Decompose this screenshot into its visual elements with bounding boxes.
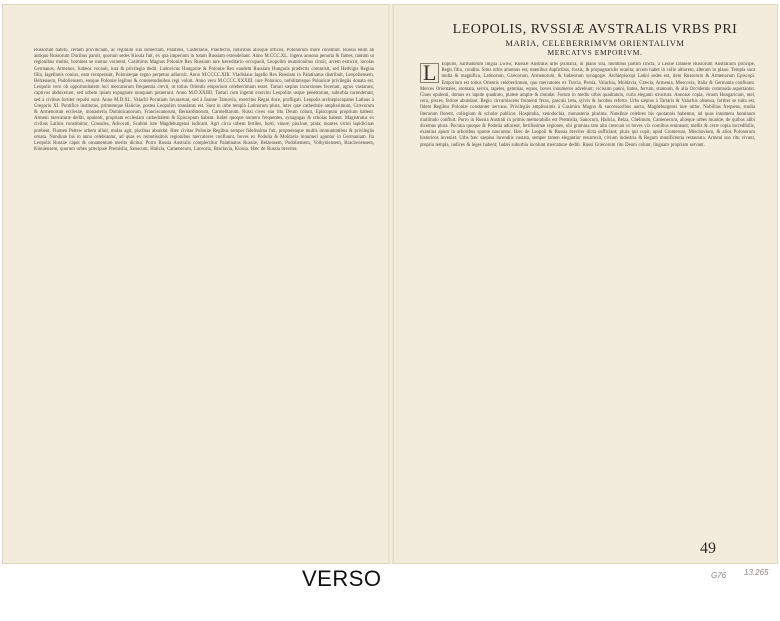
center-fold [388, 4, 394, 564]
pencil-note-1: G76 [711, 571, 727, 580]
right-page-body-text: Eopolis, Sarmatorum lingua Lwow, Russiæ Australis urbs primaria, in plano sita, montibus partim cincta, à Leone Daniele Russorum Australium principe, Regis filio, condita. Situs urbis amœnus est, mœnibus duplicibus, fossis, & propugnaculis munita; arcem habet in colle altiorem, alteram in plano. Templa sunt multa & magnifica, Latinorum, Græcorum, Armenorum, & Iudæorum synagogæ. Archiepiscopi Latini sedes est, item Russorum & Armenorum Episcopi. Emporium est totius Orientis celeberrimum, quo mercatores ex Turcia, Persia, Valachia, Moldavia, Græcia, Armenia, Moscovia, Italia & Germania confluunt. Merces Orientales, aromata, serica, tapetes, gemmas, equos, boves innumeros advehunt; vicissim panni, lintea, ferrum, stannum, & alia Occidentis commoda asportantur. Ciues opulenti, domus ex lapide quadrato, plateæ amplæ & mundæ. Forum in medio urbis quadratum, curia eleganti structura. Annonæ copia, vinum Hungaricum, mel, cera, pisces, ferinæ abundant. Regio circumiacens frumenti ferax, pascuis læta, sylvis & lacubus referta. Urbs sæpius à Tartaris & Valachis obsessa, fortiter se tuita est, fidem Regibus Poloniæ constanter servans. Privilegiis amplissimis à Casimiro Magno & successoribus aucta, Magdeburgensi iure utitur. Nobilitas frequens, studia literarum florent, collegium & scholæ publicæ. Hospitalia, xenodochia, monasteria plurima. Nundinæ celebres bis quotannis habentur, ad quas innumera hominum multitudo confluit. Porro in Russia Australi in primis memorabilis est Premislia, Sanocum, Halicia, Belza, Chelmum, Camenecum, aliæque urbes munitæ, de quibus alibi dicemus plura. Pocutia quoque & Podolia adiacent, fertilissimæ regiones, ubi gramina tam alta crescunt ut boves vix cornibus emineant; mellis & ceræ copia incredibilis, examina apum in arboribus sponte nascuntur. Hæc de Leopoli & Russia breviter dicta sufficiant; plura qui cupit, apud Cromerum, Miechovium, & alios Polonorum historicos inveniet. Urbs hæc saepius incendiis vastata, semper tamen elegantior resurrexit, civium industria & Regum munificentia restaurata. Armeni suo ritu vivunt, propria templa, iudices & leges habent; Iudæi suburbia incolunt mercaturæ dediti. Russi Græcorum ritu Deum colunt, linguam propriam servant. [420, 62, 755, 148]
title-line-3: MERCATVS EMPORIVM. [547, 48, 643, 57]
drop-cap-initial: L [420, 63, 439, 83]
page-number: 49 [700, 540, 716, 557]
verso-label: VERSO [302, 566, 382, 591]
right-page-body [420, 62, 755, 149]
right-page-title [430, 22, 760, 57]
right-text-column [420, 62, 755, 538]
title-line-2: MARIA, CELEBERRIMVM ORIENTALIVM [505, 38, 685, 48]
left-page-body: Russorum habitu, certam provinciam, ac regimini suo subiectam, Palatinis, Castellanis, Praefectis, Iudicibus aliisque officiis, Polonorum more constituit. Russia enim ab antiquo Russorum Ducibus paruit, quorum sedes Kiouia fuit, ex qua imperium in totam Russiam extendebant. Anno M.CCC.XL. ingens annona penuria & fames, tantum ut regionibus multis, homines se mutuo vorarent. Casimirus Magnus Poloniæ Rex Russiam iure hæreditario occupauit, Leopolim munitionibus cinxit, arcem extruxit, incolas Germanos, Armenos, Iudæos vocauit, iura & privilegia dedit. Ludovicus Hungariæ & Poloniæ Rex eandem Russiam Hungaris præfectis commisit, sed Hedvigis Regina filia, Iagellonis coniux, eam recuperauit, Poloniæque regno perpetuo adiunxit. Anno M.CCCC.XIII. Vladislaus Iagello Rex Russiam in Palatinatus distribuit, Leopoliensem, Belzensem, Podoliensem, eosque Poloniæ legibus & consuetudinibus regi voluit. Anno vero M.CCCC.XXXIII. iure Polonico, nobilitatisque Polonicæ privilegiis donata est. Leopolis vero ob opportunitatem loci mercatorum frequentia crevit, ut totius Orientis emporium celeberrimum esset. Tartari sæpius incursiones fecerunt, agros vastarunt, captivos abduxerunt, sed urbem ipsam expugnare nunquam potuerunt. Anno M.D.XXIIII. Tartari cum ingenti exercitu Leopolim usque penetrarunt, suburbia incenderunt, sed à civibus fortiter repulsi sunt. Anno M.D.XL. Valachi Pocutiam invaserunt, sed à Ioanne Tarnovio, exercitus Regni duce, profligati. Leopolis archiepiscopatus Latinus à Gregorio XI. Pontifice institutus, primumque Haliciæ, postea Leopolim translatus est. Sunt in urbe templa Latinorum plura, inter quæ cathedrale amplissimum, Græcorum & Armenorum ecclesiæ, monasteria Dominicanorum, Franciscanorum, Bernardinorum, Carmelitarum. Russi cives suo ritu Deum colunt, Episcopum proprium habent. Armeni mercaturæ dediti, opulenti, propriam ecclesiam cathedralem & Episcopum habent. Iudæi quoque numero frequentes, synagogas & scholas habent. Magistratus ex civibus Latinis constituitur, Consules, Advocati, Scabini iure Magdeburgensi iudicant. Agri circa urbem fertiles, horti, vineæ, piscinæ, prata; montes vicini lapidicinas præbent. Flumen Peltew urbem alluit, molas agit, piscibus abundat. Hæc civitas Poloniæ Regibus semper fidelissima fuit, proptereaque multis immunitatibus & privilegiis ornata. Nundinæ bis in anno celebrantur, ad quas ex remotissimis regionibus mercatores confluunt, boves ex Podolia & Moldavia innumeri aguntur in Germaniam. Ita Leopolis Russiæ caput & ornamentum merito dicitur. Porro Russia Australis complectitur Palatinatus Russiæ, Belzensem, Podoliensem, Volhyniensem, Braclaviensem, Kiouiensem, quorum urbes præcipuæ Premislia, Sanocum, Halicia, Camenecum, Luceoria, Braclavia, Kiouia. Hæc de Russia breviter. [34, 48, 374, 153]
left-text-column [34, 48, 374, 548]
pencil-note-2: 13.265 [744, 568, 769, 577]
title-line-1: LEOPOLIS, RVSSIÆ AVSTRALIS VRBS PRI [452, 22, 738, 37]
